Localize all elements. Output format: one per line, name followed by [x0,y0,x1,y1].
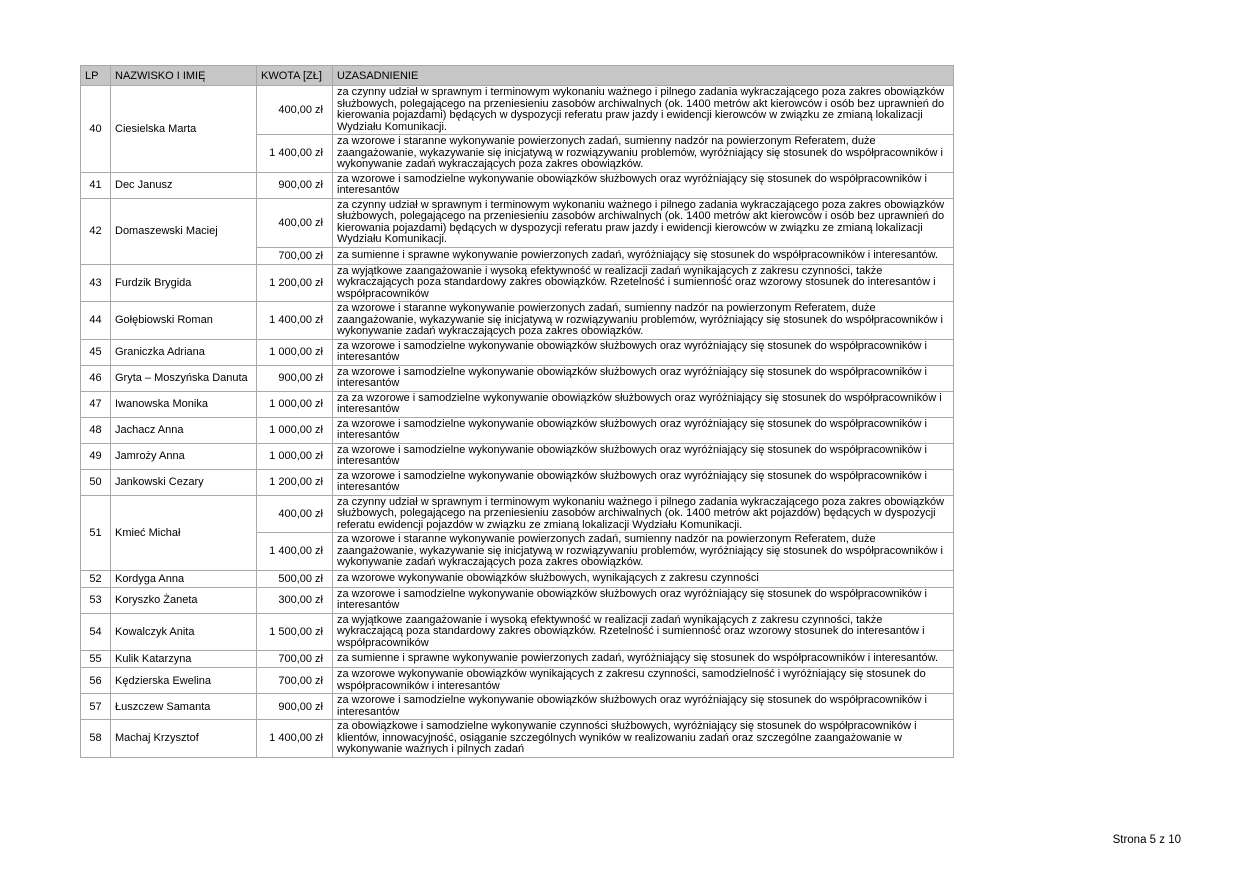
lp-cell: 47 [81,391,111,417]
justification-cell: za czynny udział w sprawnym i terminowym wykonaniu ważnego i pilnego zadania wykraczającego poza zakres obowiązków służbowych, polegającego na przeniesieniu zasobów archiwalnych (ok. 1400 metrów akt pojazdów) będących w dyspozycji referatu ewidencji pojazdów w związku ze zmianą lokalizacji Wydziału Komunikacji. [333,495,954,533]
lp-cell: 40 [81,86,111,173]
table-row [81,302,954,340]
table-row [81,668,954,694]
amount-cell: 1 500,00 zł [257,613,333,651]
justification-cell: za wzorowe wykonywanie obowiązków służbowych, wynikających z zakresu czynności [333,570,954,587]
lp-cell: 48 [81,417,111,443]
lp-cell: 49 [81,443,111,469]
table-row [81,417,954,443]
table-row [81,570,954,587]
name-cell: Graniczka Adriana [111,339,257,365]
name-cell: Kmieć Michał [111,495,257,570]
name-cell: Kordyga Anna [111,570,257,587]
table-row [81,613,954,651]
name-cell: Kowalczyk Anita [111,613,257,651]
amount-cell: 900,00 zł [257,365,333,391]
table-row [81,720,954,758]
justification-cell: za za wzorowe i samodzielne wykonywanie obowiązków służbowych oraz wyróżniający się stosunek do współpracowników i interesantów [333,391,954,417]
lp-cell: 57 [81,694,111,720]
lp-cell: 42 [81,198,111,264]
name-cell: Kędzierska Ewelina [111,668,257,694]
justification-cell: za wzorowe i samodzielne wykonywanie obowiązków służbowych oraz wyróżniający się stosunek do współpracowników i interesantów [333,339,954,365]
justification-cell: za wzorowe i samodzielne wykonywanie obowiązków służbowych oraz wyróżniający się stosunek do współpracowników i interesantów [333,172,954,198]
name-cell: Ciesielska Marta [111,86,257,173]
name-cell: Furdzik Brygida [111,264,257,302]
table-row [81,339,954,365]
lp-cell: 53 [81,587,111,613]
table-row [81,694,954,720]
amount-cell: 900,00 zł [257,694,333,720]
lp-cell: 41 [81,172,111,198]
amount-cell: 400,00 zł [257,495,333,533]
lp-cell: 50 [81,469,111,495]
justification-cell: za obowiązkowe i samodzielne wykonywanie czynności służbowych, wyróżniający się stosunek do współpracowników i klientów, innowacyjność, osiąganie szczególnych wyników w realizowaniu zadań oraz szczególne zaangażowanie w wykonywanie ważnych i pilnych zadań [333,720,954,758]
header-amount: KWOTA [ZŁ] [257,66,333,86]
justification-cell: za wyjątkowe zaangażowanie i wysoką efektywność w realizacji zadań wynikających z zakresu czynności, także wykraczających poza standardowy zakres obowiązków. Rzetelność i sumienność oraz wzorowy stosunek do interesantów i współpracowników [333,264,954,302]
name-cell: Jamroży Anna [111,443,257,469]
name-cell: Gryta – Moszyńska Danuta [111,365,257,391]
name-cell: Machaj Krzysztof [111,720,257,758]
name-cell: Dec Janusz [111,172,257,198]
name-cell: Łuszczew Samanta [111,694,257,720]
lp-cell: 51 [81,495,111,570]
amount-cell: 300,00 zł [257,587,333,613]
lp-cell: 56 [81,668,111,694]
table-header-row [81,66,954,86]
amount-cell: 1 400,00 zł [257,533,333,571]
table-row [81,495,954,533]
lp-cell: 43 [81,264,111,302]
justification-cell: za wzorowe i samodzielne wykonywanie obowiązków służbowych oraz wyróżniający się stosunek do współpracowników i interesantów [333,694,954,720]
justification-cell: za wzorowe i staranne wykonywanie powierzonych zadań, sumienny nadzór na powierzonym Referatem, duże zaangażowanie, wykazywanie się inicjatywą w rozwiązywaniu problemów, wyróżniający się stosunek do współpracowników i wykonywanie zadań wykraczających poza zakres obowiązków. [333,302,954,340]
amount-cell: 1 400,00 zł [257,302,333,340]
amount-cell: 700,00 zł [257,651,333,668]
header-justification: UZASADNIENIE [333,66,954,86]
justification-cell: za wzorowe i staranne wykonywanie powierzonych zadań, sumienny nadzór na powierzonym Referatem, duże zaangażowanie, wykazywanie się inicjatywą w rozwiązywaniu problemów, wyróżniający się stosunek do współpracowników i wykonywanie zadań wykraczających poza zakres obowiązków. [333,533,954,571]
page-number: Strona 5 z 10 [1112,834,1181,846]
lp-cell: 45 [81,339,111,365]
table-row [81,587,954,613]
justification-cell: za wzorowe i samodzielne wykonywanie obowiązków służbowych oraz wyróżniający się stosunek do współpracowników i interesantów [333,417,954,443]
amount-cell: 1 200,00 zł [257,264,333,302]
justification-cell: za wzorowe i samodzielne wykonywanie obowiązków służbowych oraz wyróżniający się stosunek do współpracowników i interesantów [333,365,954,391]
table-row [81,86,954,135]
amount-cell: 900,00 zł [257,172,333,198]
amount-cell: 400,00 zł [257,198,333,247]
justification-cell: za czynny udział w sprawnym i terminowym wykonaniu ważnego i pilnego zadania wykraczającego poza zakres obowiązków służbowych, polegającego na przeniesieniu zasobów archiwalnych (ok. 1400 metrów akt kierowców i osób bez uprawnień do kierowania pojazdami) będących w dyspozycji referatu praw jazdy i ewidencji kierowców w związku ze zmianą lokalizacji Wydziału Komunikacji. [333,198,954,247]
justification-cell: za wzorowe i samodzielne wykonywanie obowiązków służbowych oraz wyróżniający się stosunek do współpracowników i interesantów [333,443,954,469]
lp-cell: 46 [81,365,111,391]
name-cell: Jankowski Cezary [111,469,257,495]
table-row [81,469,954,495]
name-cell: Koryszko Żaneta [111,587,257,613]
justification-cell: za sumienne i sprawne wykonywanie powierzonych zadań, wyróżniający się stosunek do współpracowników i interesantów. [333,651,954,668]
justification-cell: za wzorowe i samodzielne wykonywanie obowiązków służbowych oraz wyróżniający się stosunek do współpracowników i interesantów [333,587,954,613]
justification-cell: za sumienne i sprawne wykonywanie powierzonych zadań, wyróżniający się stosunek do współpracowników i interesantów. [333,247,954,264]
justification-cell: za wzorowe i staranne wykonywanie powierzonych zadań, sumienny nadzór na powierzonym Referatem, duże zaangażowanie, wykazywanie się inicjatywą w rozwiązywaniu problemów, wyróżniający się stosunek do współpracowników i wykonywanie zadań wykraczających poza zakres obowiązków. [333,135,954,173]
lp-cell: 44 [81,302,111,340]
table-header [81,66,954,86]
lp-cell: 58 [81,720,111,758]
amount-cell: 1 000,00 zł [257,417,333,443]
table-row [81,264,954,302]
awards-table [80,65,954,758]
amount-cell: 700,00 zł [257,668,333,694]
table-body [81,86,954,758]
amount-cell: 400,00 zł [257,86,333,135]
table-row [81,198,954,247]
justification-cell: za wzorowe i samodzielne wykonywanie obowiązków służbowych oraz wyróżniający się stosunek do współpracowników i interesantów [333,469,954,495]
name-cell: Kulik Katarzyna [111,651,257,668]
table-row [81,651,954,668]
justification-cell: za czynny udział w sprawnym i terminowym wykonaniu ważnego i pilnego zadania wykraczającego poza zakres obowiązków służbowych, polegającego na przeniesieniu zasobów archiwalnych (ok. 1400 metrów akt kierowców i osób bez uprawnień do kierowania pojazdami) będących w dyspozycji referatu praw jazdy i ewidencji kierowców w związku ze zmianą lokalizacji Wydziału Komunikacji. [333,86,954,135]
amount-cell: 1 000,00 zł [257,339,333,365]
name-cell: Domaszewski Maciej [111,198,257,264]
table-row [81,365,954,391]
table-row [81,391,954,417]
name-cell: Iwanowska Monika [111,391,257,417]
name-cell: Gołębiowski Roman [111,302,257,340]
lp-cell: 54 [81,613,111,651]
justification-cell: za wyjątkowe zaangażowanie i wysoką efektywność w realizacji zadań wynikających z zakresu czynności, także wykraczającą poza standardowy zakres obowiązków. Rzetelność i sumienność oraz wzorowy stosunek do interesantów i współpracowników [333,613,954,651]
header-name: NAZWISKO I IMIĘ [111,66,257,86]
lp-cell: 55 [81,651,111,668]
lp-cell: 52 [81,570,111,587]
amount-cell: 700,00 zł [257,247,333,264]
justification-cell: za wzorowe wykonywanie obowiązków wynikających z zakresu czynności, samodzielność i wyróżniający się stosunek do współpracowników i interesantów [333,668,954,694]
amount-cell: 500,00 zł [257,570,333,587]
header-lp: LP [81,66,111,86]
amount-cell: 1 400,00 zł [257,720,333,758]
amount-cell: 1 000,00 zł [257,391,333,417]
amount-cell: 1 000,00 zł [257,443,333,469]
name-cell: Jachacz Anna [111,417,257,443]
amount-cell: 1 200,00 zł [257,469,333,495]
table-row [81,443,954,469]
amount-cell: 1 400,00 zł [257,135,333,173]
table-row [81,172,954,198]
